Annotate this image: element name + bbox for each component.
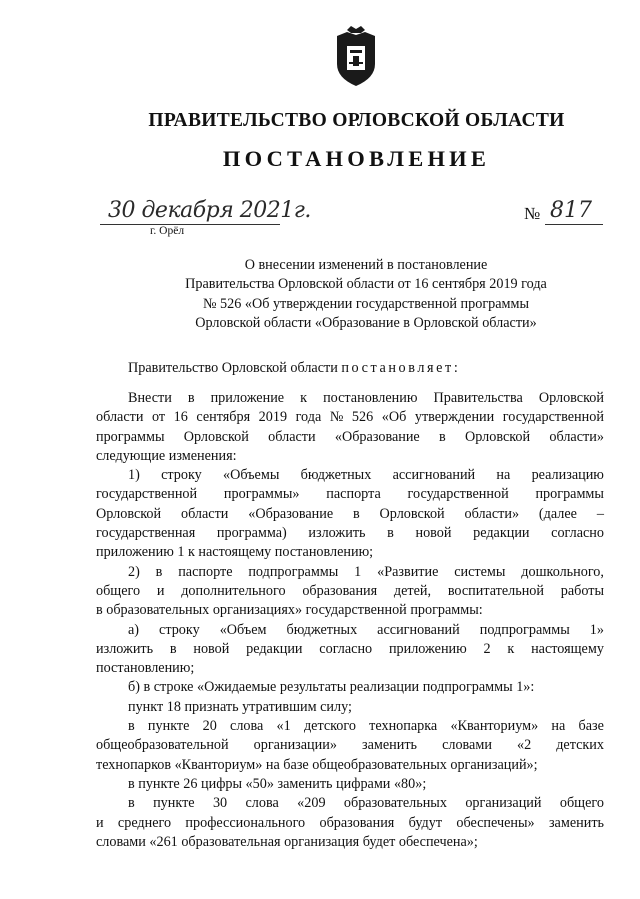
body-word: «2 <box>516 737 532 754</box>
body-word: программы» <box>223 486 300 503</box>
body-word: к <box>507 640 515 657</box>
body-word: слова <box>245 795 279 812</box>
resolution-lead: Правительство Орловской области <box>128 360 338 376</box>
document-subject <box>96 256 636 333</box>
city-label: г. Орёл <box>150 225 185 237</box>
subject-line: О внесении изменений в постановление <box>244 257 488 273</box>
body-word: Орловской <box>96 505 162 522</box>
body-word: будут <box>408 814 443 831</box>
body-word: новой <box>415 525 452 542</box>
body-word: а) <box>128 621 140 638</box>
date-underline <box>100 224 280 225</box>
body-word: подпрограммы <box>479 621 570 638</box>
body-word: базе <box>578 718 604 735</box>
body-line: технопарков «Кванториум» на базе общеобразовательных организаций»; <box>96 756 538 773</box>
body-word: паспорте <box>178 563 233 580</box>
body-word: 2) <box>128 563 140 580</box>
body-word: области» <box>549 428 604 445</box>
document-type: ПОСТАНОВЛЕНИЕ <box>222 146 491 171</box>
body-word: № <box>329 409 344 426</box>
body-line <box>96 485 604 504</box>
body-word: «209 <box>297 795 326 812</box>
body-word: 1» <box>589 621 604 638</box>
body-word: обеспечены» <box>456 814 535 831</box>
body-word: образовательных <box>343 795 447 812</box>
body-line: б) в строке «Ожидаемые результаты реализации подпрограммы 1»: <box>128 679 535 696</box>
body-word: редакции <box>246 640 303 657</box>
body-line <box>96 736 604 755</box>
body-word: Орловской <box>465 428 531 445</box>
body-word: программа) <box>216 525 287 542</box>
body-word: согласно <box>551 525 604 542</box>
body-word: государственной <box>502 409 604 426</box>
body-word: Орловской <box>183 428 249 445</box>
body-word: программы <box>535 486 604 503</box>
body-line: приложению 1 к настоящему постановлению; <box>96 544 374 561</box>
body-word: 2 <box>483 640 491 657</box>
body-word: 30 <box>212 795 228 812</box>
body-word: системы <box>454 563 506 580</box>
handwritten-date: 30 декабря 2021г. <box>108 198 311 223</box>
subject-line: Правительства Орловской области от 16 сентября 2019 года <box>185 276 547 293</box>
number-label: № <box>524 204 541 223</box>
body-line <box>96 389 604 408</box>
body-word: приложение <box>210 390 285 406</box>
body-word: «Объемы <box>223 467 280 484</box>
body-word: программы <box>96 428 165 445</box>
body-line <box>96 640 604 659</box>
body-word: «Образование <box>248 505 334 522</box>
body-word: детского <box>303 718 356 735</box>
body-line <box>96 717 604 736</box>
body-word: бюджетных <box>300 467 372 484</box>
body-word: «Кванториум» <box>450 718 539 735</box>
body-word: новой <box>193 640 230 657</box>
body-word: в <box>155 563 163 580</box>
body-word: заменить <box>361 737 418 754</box>
body-word: словами <box>442 737 492 754</box>
body-word: 16 <box>173 409 188 426</box>
body-word: сентября <box>196 409 251 426</box>
body-word: в <box>439 428 446 445</box>
body-word: постановлению <box>323 390 418 406</box>
body-word: общего <box>96 582 141 599</box>
body-word: редакции <box>473 525 530 542</box>
body-word: приложению <box>388 640 467 657</box>
body-word: на <box>551 718 566 735</box>
body-word: области <box>268 428 316 445</box>
body-word: области» <box>464 505 520 522</box>
body-word: Правительства <box>433 390 523 406</box>
body-word: и <box>156 582 165 599</box>
body-word: государственной <box>96 486 198 503</box>
body-line <box>96 524 604 543</box>
body-word: государственной <box>407 486 509 503</box>
body-word: среднего <box>117 814 172 831</box>
body-word: реализацию <box>531 467 604 484</box>
body-line: словами «261 образовательная организация будет обеспечена»; <box>96 833 478 850</box>
resolution-line <box>128 360 460 377</box>
body-word: ассигнований <box>392 467 476 484</box>
subject-line: № 526 «Об утверждении государственной программы <box>202 295 530 312</box>
body-word: в <box>169 640 177 657</box>
body-word: технопарка <box>369 718 438 735</box>
government-title: ПРАВИТЕЛЬСТВО ОРЛОВСКОЙ ОБЛАСТИ <box>148 110 565 131</box>
body-word: (далее <box>538 505 577 522</box>
body-word: образования <box>302 582 378 599</box>
body-word: Орловской <box>538 390 604 406</box>
body-word: в <box>187 390 195 406</box>
body-word: изложить <box>308 525 366 542</box>
body-word: «Развитие <box>377 563 439 580</box>
body-line <box>96 794 604 813</box>
body-line <box>96 814 604 833</box>
body-word: детских <box>556 737 604 754</box>
body-line <box>96 563 604 582</box>
number-underline <box>545 224 603 225</box>
body-word: 526 <box>351 409 374 426</box>
body-line: в пункте 26 цифры «50» заменить цифрами «80»; <box>128 775 427 792</box>
body-word: организаций <box>465 795 542 812</box>
body-word: «Об <box>381 409 407 426</box>
body-word: согласно <box>319 640 373 657</box>
body-word: дополнительного <box>181 582 286 599</box>
body-word: в <box>128 718 135 735</box>
body-word: 2019 <box>258 409 288 426</box>
body-line <box>96 621 604 640</box>
body-word: пункте <box>153 795 195 812</box>
body-line: следующие изменения: <box>96 447 237 464</box>
body-word: образования <box>319 814 395 831</box>
body-word: области <box>96 409 144 426</box>
body-word: строку <box>159 621 200 638</box>
body-word: в <box>352 505 360 522</box>
body-line <box>96 408 604 427</box>
body-word: «1 <box>276 718 291 735</box>
body-word: ассигнований <box>377 621 460 638</box>
body-word: строку <box>161 467 202 484</box>
body-line <box>96 582 604 601</box>
body-word: дошкольного, <box>521 563 604 580</box>
body-line: постановлению; <box>96 660 195 677</box>
body-word: профессионального <box>185 814 306 831</box>
body-word: государственная <box>96 525 196 542</box>
body-word: организации» <box>253 737 337 754</box>
body-word: на <box>496 467 511 484</box>
body-line: в образовательных организациях» государственной программы: <box>96 602 483 619</box>
body-word: года <box>295 409 322 426</box>
body-line <box>96 428 604 447</box>
body-word: к <box>300 390 308 406</box>
body-word: воспитательной <box>447 582 544 599</box>
subject-line: Орловской области «Образование в Орловской области» <box>195 314 537 331</box>
body-word: 1) <box>128 467 140 484</box>
body-word: слова <box>230 718 264 735</box>
body-word: – <box>596 505 604 522</box>
body-word: и <box>96 814 104 831</box>
body-word: Орловской <box>379 505 445 522</box>
body-word: от <box>151 409 166 426</box>
handwritten-number: 817 <box>550 198 592 223</box>
body-word: пункте <box>147 718 190 735</box>
body-word: работы <box>560 582 604 599</box>
body-word: 20 <box>202 718 217 735</box>
body-word: заменить <box>548 814 604 831</box>
body-word: паспорта <box>326 486 381 503</box>
body-word: детей, <box>393 582 432 599</box>
body-word: бюджетных <box>286 621 358 638</box>
coat-of-arms-icon <box>331 26 381 88</box>
body-word: Внести <box>128 390 172 406</box>
body-word: утверждении <box>414 409 495 426</box>
body-word: в <box>128 795 135 812</box>
body-word: в <box>387 525 394 542</box>
body-line <box>96 466 604 485</box>
resolution-word: постановляет: <box>341 360 461 376</box>
body-line <box>96 505 604 524</box>
body-word: 1 <box>354 563 362 580</box>
body-word: «Объем <box>219 621 267 638</box>
body-word: общего <box>559 795 604 812</box>
document-body <box>96 389 604 852</box>
body-word: общеобразовательной <box>96 737 229 754</box>
body-word: подпрограммы <box>248 563 339 580</box>
body-word: области <box>180 505 229 522</box>
body-word: настоящему <box>531 640 604 657</box>
body-word: «Образование <box>334 428 420 445</box>
body-word: изложить <box>96 640 154 657</box>
body-line: пункт 18 признать утратившим силу; <box>128 698 352 715</box>
